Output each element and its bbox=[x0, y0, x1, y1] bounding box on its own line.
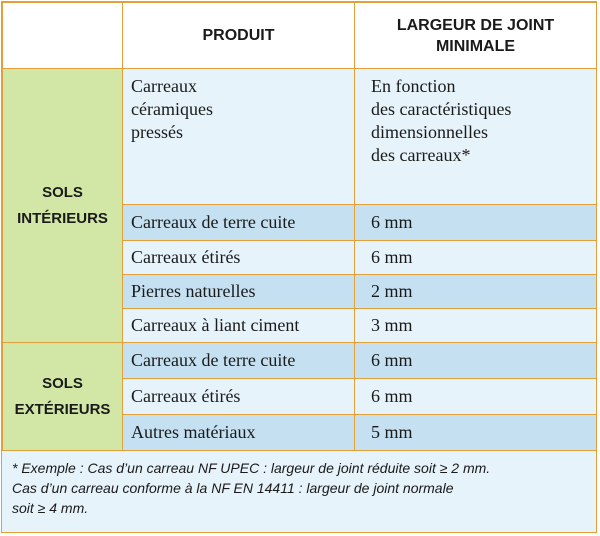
joint-width-table-frame bbox=[1, 1, 597, 533]
largeur-line: des caractéristiques bbox=[371, 99, 512, 119]
produit-line: céramiques bbox=[131, 99, 213, 119]
produit-cell: Carreaux étirés bbox=[123, 379, 355, 415]
largeur-cell: 5 mm bbox=[355, 415, 597, 451]
header-largeur-line1: LARGEUR DE JOINT bbox=[396, 16, 555, 34]
largeur-line: En fonction bbox=[371, 76, 456, 96]
footnote-line2: Cas d’un carreau conforme à la NF EN 14411 : largeur de joint normale bbox=[12, 480, 454, 496]
largeur-cell: 6 mm bbox=[355, 205, 597, 241]
footnote-line1: * Exemple : Cas d’un carreau NF UPEC : largeur de joint réduite soit ≥ 2 mm. bbox=[12, 460, 491, 476]
produit-cell: Carreaux de terre cuite bbox=[123, 343, 355, 379]
header-produit bbox=[123, 3, 355, 69]
header-produit-label: PRODUIT bbox=[202, 27, 275, 44]
produit-cell: Carreaux étirés bbox=[123, 241, 355, 275]
produit-cell: Pierres naturelles bbox=[123, 275, 355, 309]
produit-cell: Carreaux à liant ciment bbox=[123, 309, 355, 343]
produit-cell bbox=[123, 69, 355, 205]
group-interieurs-line1: SOLS bbox=[42, 183, 83, 201]
produit-cell: Autres matériaux bbox=[123, 415, 355, 451]
joint-width-table bbox=[2, 2, 597, 451]
largeur-line: dimensionnelles bbox=[371, 122, 488, 142]
group-interieurs-line2: INTÉRIEURS bbox=[17, 209, 108, 227]
produit-line: Carreaux bbox=[131, 76, 197, 96]
largeur-cell: 6 mm bbox=[355, 343, 597, 379]
footnote-line3: soit ≥ 4 mm. bbox=[12, 500, 89, 516]
largeur-cell: 6 mm bbox=[355, 379, 597, 415]
header-largeur-line2: MINIMALE bbox=[435, 37, 516, 55]
footnote bbox=[12, 458, 588, 518]
group-exterieurs-line1: SOLS bbox=[42, 374, 83, 392]
header-largeur bbox=[355, 3, 597, 69]
largeur-cell bbox=[355, 69, 597, 205]
largeur-cell: 2 mm bbox=[355, 275, 597, 309]
header-row bbox=[3, 3, 597, 69]
produit-cell: Carreaux de terre cuite bbox=[123, 205, 355, 241]
largeur-line: des carreaux* bbox=[371, 145, 471, 165]
header-empty-cell bbox=[3, 3, 123, 69]
group-exterieurs-line2: EXTÉRIEURS bbox=[14, 400, 111, 418]
group-sols-exterieurs bbox=[3, 343, 123, 451]
largeur-cell: 3 mm bbox=[355, 309, 597, 343]
table-row bbox=[3, 343, 597, 379]
produit-line: pressés bbox=[131, 122, 183, 142]
largeur-cell: 6 mm bbox=[355, 241, 597, 275]
group-sols-interieurs bbox=[3, 69, 123, 343]
table-row bbox=[3, 69, 597, 205]
